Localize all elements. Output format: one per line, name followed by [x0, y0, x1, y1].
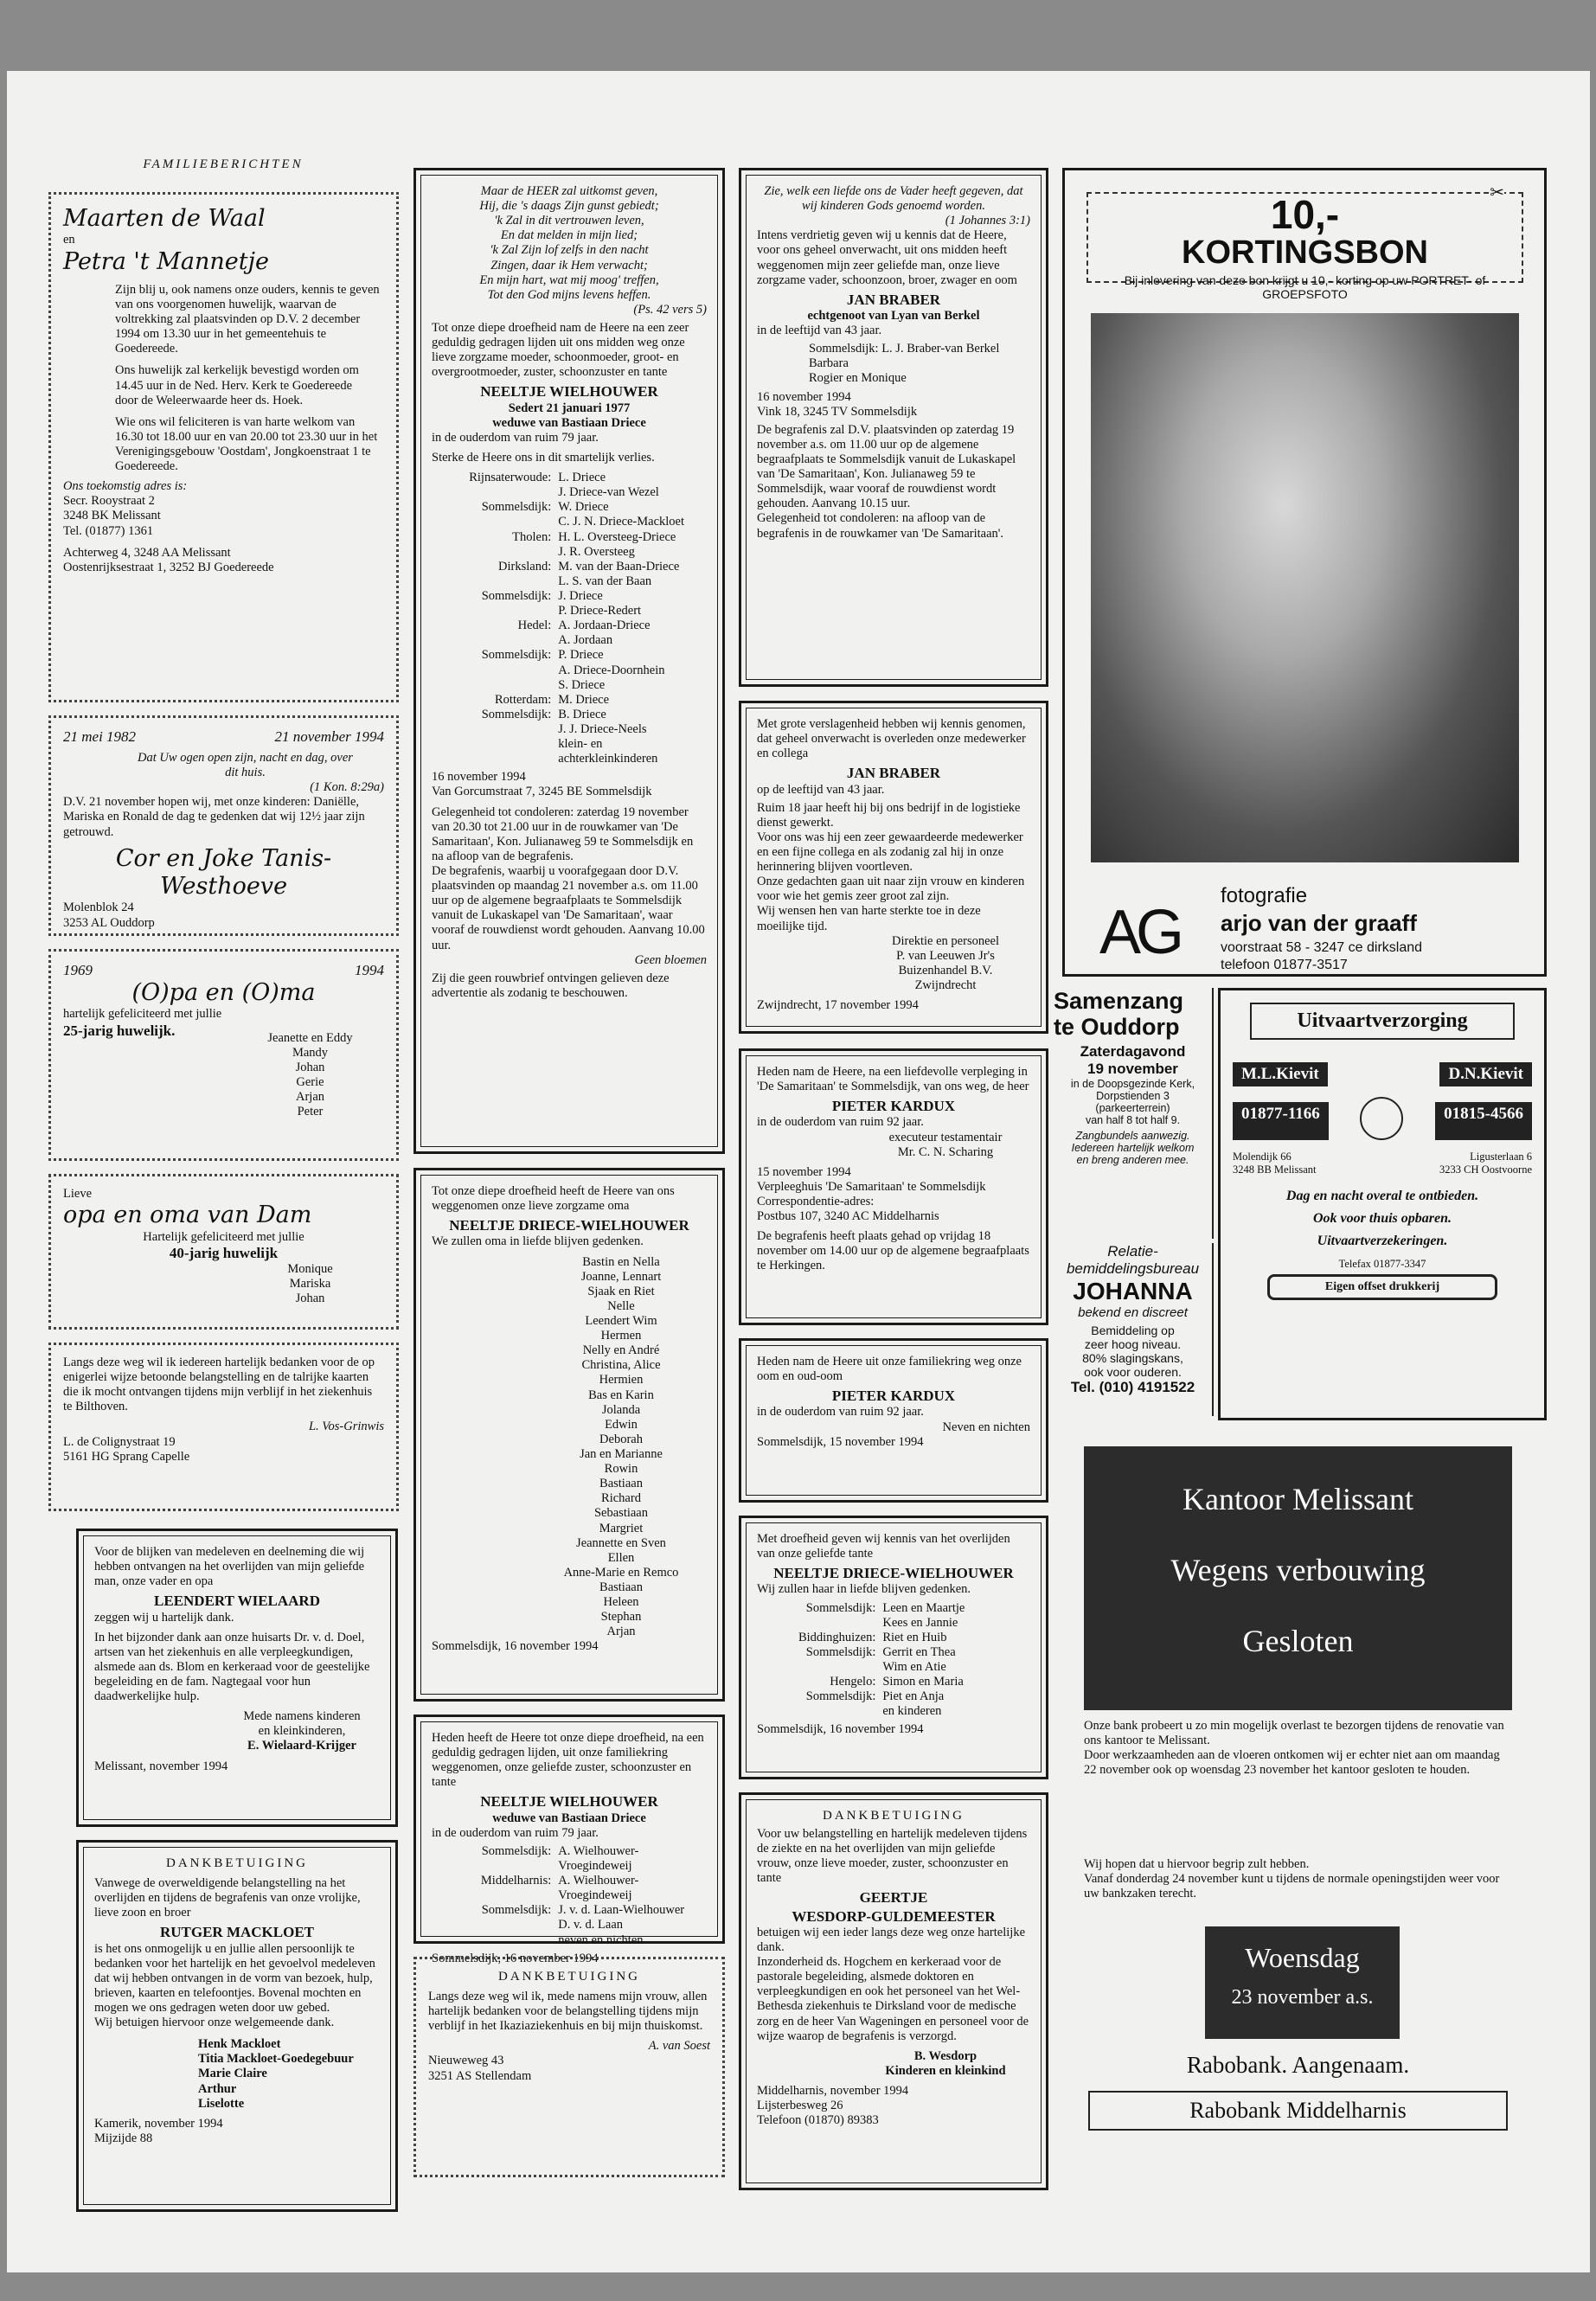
- wedding-church: Ons huwelijk zal kerkelijk bevestigd worden om 14.45 uur in de Ned. Herv. Kerk te Goedereede door de Weleerwaarde heer ds. Hoek.: [115, 363, 359, 407]
- bank-text-2: Wij hopen dat u hiervoor begrip zult hebben. Vanaf donderdag 24 november kunt u tijdens de normale openingstijden weer voor uw bankzaken terecht.: [1084, 1857, 1500, 1901]
- kids-names: Jeanette en Eddy Mandy Johan Gerie Arjan Peter: [267, 1030, 353, 1119]
- family-place: Tholen:: [512, 529, 552, 544]
- deceased-name: PIETER KARDUX: [831, 1388, 956, 1405]
- deceased-age: in de ouderdom van ruim 79 jaar.: [432, 1825, 599, 1840]
- deceased-name: JAN BRABER: [846, 291, 941, 308]
- ad-johanna: [1054, 1243, 1214, 1416]
- family-row: [757, 1675, 1030, 1689]
- photo-phone: telefoon 01877-3517: [1221, 958, 1348, 972]
- family-row: [432, 500, 707, 515]
- thanks-sign: B. Wesdorp Kinderen en kleinkind: [885, 2048, 1006, 2078]
- family-place: [432, 678, 558, 693]
- ad-wedding: [48, 192, 399, 702]
- ad-photographer: [1062, 168, 1547, 977]
- funeral-info: De begrafenis zal D.V. plaatsvinden op zaterdag 19 november a.s. om 11.00 uur op de algemene begraafplaats te Sommelsdijk vanuit de Lukaskapel van 'De Samaritaan', Kon. Julianaweg 59 te Sommelsdijk, waar vooraf de rouwdienst wordt gehouden. Aanvang 10.15 uur. Gelegenheid tot condoleren: na afloop van de begrafenis in de rouwkamer van 'De Samaritaan'.: [757, 422, 1016, 541]
- name-1: M.L.Kievit: [1233, 1062, 1328, 1086]
- anniv-text: hartelijk gefeliciteerd met jullie: [63, 1007, 222, 1022]
- family-member: A. Jordaan: [558, 633, 613, 648]
- deceased-age: in de ouderdom van ruim 79 jaar.: [432, 430, 599, 445]
- widow-of: weduwe van Bastiaan Driece: [492, 1811, 646, 1825]
- family-place: [432, 485, 558, 500]
- family-member: W. Driece: [558, 500, 609, 515]
- verse-ref: (1 Kon. 8:29a): [310, 780, 384, 795]
- wedding-reception: Wie ons wil feliciteren is van harte welkom van 16.30 tot 18.00 uur en van 20.00 tot 23.30 uur in het Verenigingsgebouw 'Oostdam', Jongkoenstraat 1 te Goedereede.: [115, 414, 378, 474]
- bible-verse: Zie, welk een liefde ons de Vader heeft gegeven, dat wij kinderen Gods genoemd worden.: [764, 184, 1023, 214]
- ad-death-kardux-family: [739, 1338, 1048, 1503]
- family-member: M. van der Baan-Driece: [558, 559, 680, 574]
- family-row: [432, 708, 707, 722]
- section-header: FAMILIEBERICHTEN: [143, 157, 304, 171]
- ad-thanks-soest: [413, 1957, 725, 2177]
- family-row: [432, 604, 707, 619]
- thanks-text: Voor de blijken van medeleven en deelneming die wij hebben ontvangen na het overlijden van mijn geliefde man, onze vader en opa: [94, 1545, 365, 1589]
- ad-death-driece-wielhouwer: [413, 1168, 725, 1702]
- coupon-text: Bij inlevering van deze bon krijgt u 10,- korting op uw PORTRET- of GROEPSFOTO: [1124, 273, 1486, 301]
- ad-death-kardux: [739, 1048, 1048, 1325]
- psalm-ref: (Ps. 42 vers 5): [633, 302, 707, 317]
- family-member: en kinderen: [882, 1704, 942, 1719]
- family-member: klein- en achterkleinkinderen: [558, 737, 658, 766]
- thanks-text-2: is het ons onmogelijk u en jullie allen persoonlijk te bedanken voor het hartelijk en het gevoelvol medeleven dat wij hebben ontvangen in de vorm van bezoek, hulp, brieven, kaarten en telefoontjes. Bovenal mochten en mogen we ons gedragen weten door uw gebed. Wij betuigen hiervoor onze welgemeende dank.: [94, 1941, 375, 2030]
- future-address-label: Ons toekomstig adres is:: [63, 479, 188, 494]
- family-place: Sommelsdijk:: [805, 1689, 876, 1704]
- death-text: Intens verdrietig geven wij u kennis dat de Heere, voor ons geheel onverwacht, uit ons midden heeft weggenomen mijn zeer geliefde man, onze lieve zorgzame vader, schoonzoon, broer, zwager en oom: [757, 228, 1017, 287]
- anniv-title: (O)pa en (O)ma: [131, 979, 316, 1007]
- family-member: H. L. Oversteeg-Driece: [558, 529, 676, 544]
- family-row: [757, 1631, 1030, 1645]
- thanks-place: Melissant, november 1994: [94, 1759, 228, 1773]
- ad-samenzang: [1054, 988, 1214, 1239]
- family-place: [432, 633, 558, 648]
- family-row: [757, 1601, 1030, 1616]
- date-start: 21 mei 1982: [63, 728, 137, 745]
- family-row: [432, 648, 707, 663]
- family-member: D. v. d. Laan: [558, 1918, 624, 1932]
- ad-thanks-guldemeester: [739, 1792, 1048, 2190]
- groom-name: Maarten de Waal: [63, 205, 266, 232]
- address-1: Molendijk 66 3248 BB Melissant: [1233, 1150, 1317, 1176]
- death-text-2: Sterke de Heere ons in dit smartelijk verlies.: [432, 451, 655, 465]
- family-list: [432, 471, 707, 766]
- thanks-text: Voor uw belangstelling en hartelijk medeleven tijdens de ziekte en na het overlijden van mijn geliefde vrouw, onze lieve moeder, zuster, schoonzuster en tante: [757, 1827, 1028, 1886]
- bank-slogan: Rabobank. Aangenaam.: [1186, 2052, 1410, 2078]
- verse-ref: (1 Johannes 3:1): [945, 214, 1030, 228]
- family-place: Hengelo:: [830, 1675, 876, 1689]
- family-place: [432, 1933, 558, 1948]
- johanna-text: bekend en discreet: [1078, 1305, 1188, 1320]
- widow-of: weduwe van Bastiaan Driece: [492, 415, 646, 430]
- bank-closure-date: [1205, 1926, 1400, 2039]
- date-end: 21 november 1994: [274, 728, 384, 745]
- anniv-bold: 40-jarig huwelijk: [169, 1244, 279, 1261]
- ad-death-wielhouwer-2: [413, 1715, 725, 1965]
- family-place: Sommelsdijk:: [481, 588, 552, 603]
- thanks-sign: Mede namens kinderen en kleinkinderen,: [243, 1709, 361, 1739]
- family-member: J. R. Oversteeg: [558, 544, 635, 559]
- samenzang-note: Zangbundels aanwezig. Iedereen hartelijk welkom en breng anderen mee.: [1071, 1130, 1195, 1166]
- death-text: Heden heeft de Heere tot onze diepe droefheid, na een geduldig gedragen lijden, uit onze familiekring weggenomen, onze geliefde zuster, schoonzuster en tante: [432, 1731, 704, 1790]
- executor: executeur testamentair Mr. C. N. Scharing: [888, 1130, 1003, 1159]
- death-text: Met grote verslagenheid hebben wij kennis genomen, dat geheel onverwacht is overleden onze medewerker en collega: [757, 717, 1026, 761]
- family-row: [432, 1933, 707, 1948]
- psalm-text: Maar de HEER zal uitkomst geven, Hij, die 's daags Zijn gunst gebiedt; 'k Zal in dit vertrouwen leven, En dat melden in mijn lied; 'k Zal Zijn lof zelfs in den nacht Zingen, daar ik Hem verwacht; En mijn hart, wat mij moog' treffen, Tot den God mijns levens heffen.: [479, 184, 659, 302]
- family-row: [432, 530, 707, 545]
- family-row: [432, 1918, 707, 1932]
- family-place: [432, 574, 558, 589]
- samenzang-title: Samenzang te Ouddorp: [1054, 988, 1184, 1040]
- family-place: Dirksland:: [498, 559, 552, 574]
- family-list: [757, 1601, 1030, 1720]
- bank-name-box: Rabobank Middelharnis: [1088, 2091, 1508, 2131]
- family-member: L. Driece: [558, 471, 606, 485]
- ad-thanks-grinwis: [48, 1343, 399, 1511]
- death-text: Tot onze diepe droefheid nam de Heere na een zeer geduldig gedragen lijden uit ons midden weg onze lieve zorgzame moeder, schoonmoeder, groot- en overgrootmoeder, zuster, schoonzuster en tante: [432, 320, 689, 380]
- photo-line1: fotografie: [1221, 884, 1308, 907]
- family-place: Sommelsdijk:: [805, 1644, 876, 1659]
- name-2: D.N.Kievit: [1439, 1062, 1532, 1086]
- emblem-icon: [1360, 1097, 1403, 1140]
- family-place: [432, 663, 558, 678]
- family-place: [757, 1704, 882, 1719]
- note-text: Zij die geen rouwbrief ontvingen gelieven deze advertentie als zodanig te beschouwen.: [432, 971, 670, 1000]
- family-member: P. Driece: [558, 648, 604, 663]
- family-row: [432, 678, 707, 693]
- death-text: Met droefheid geven wij kennis van het overlijden van onze geliefde tante: [757, 1532, 1010, 1561]
- family-names: Henk Mackloet Titia Mackloet-Goedegebuur Marie Claire Arthur Liselotte: [198, 2037, 354, 2111]
- johanna-phone: Tel. (010) 4191522: [1070, 1379, 1195, 1395]
- future-address: Secr. Rooystraat 2 3248 BK Melissant Tel. (01877) 1361: [63, 494, 161, 538]
- anniv-title: opa en oma van Dam: [63, 1202, 312, 1229]
- spouse-of: echtgenoot van Lyan van Berkel: [807, 309, 980, 324]
- family-place: Biddinghuizen:: [798, 1630, 876, 1644]
- family-row: [432, 471, 707, 485]
- funeral-info: De begrafenis heeft plaats gehad op vrijdag 18 november om 14.00 uur op de algemene begraafplaats te Herkingen.: [757, 1229, 1029, 1273]
- thanks-text: Langs deze weg wil ik, mede namens mijn vrouw, allen hartelijk bedanken voor de belangstelling tijdens mijn verblijf in het Ikaziaziekenhuis en bij mijn thuiskomst.: [428, 1990, 708, 2034]
- widow-since: Sedert 21 januari 1977: [508, 401, 631, 415]
- death-text-2: Wij zullen haar in liefde blijven gedenken.: [757, 1582, 971, 1597]
- coupon: [1086, 183, 1523, 301]
- wedding-text: Zijn blij u, ook namens onze ouders, kennis te geven van ons voorgenomen huwelijk, waarvan de voltrekking zal plaatsvinden op D.V. 2 december 1994 om 13.30 uur in het gemeentehuis te Goedereede.: [115, 282, 380, 356]
- photo-logo: AG: [1099, 898, 1180, 967]
- family-place: Sommelsdijk:: [481, 648, 552, 663]
- slogan-2: Ook voor thuis opbaren.: [1312, 1211, 1452, 1226]
- death-date: 16 november 1994 Vink 18, 3245 TV Sommelsdijk: [757, 389, 918, 419]
- johanna-sub: Relatie- bemiddelingsbureau: [1066, 1243, 1200, 1277]
- family-place: [432, 545, 558, 560]
- family-place: [757, 1616, 882, 1631]
- family-row: [432, 515, 707, 529]
- couple-address: Molenblok 24 3253 AL Ouddorp: [63, 901, 155, 930]
- sign-company: Direktie en personeel P. van Leeuwen Jr's Buizenhandel B.V. Zwijndrecht: [891, 933, 999, 992]
- family-member: Piet en Anja: [882, 1689, 945, 1704]
- family-member: M. Driece: [558, 692, 610, 707]
- death-text-2: We zullen oma in liefde blijven gedenken.: [432, 1234, 644, 1249]
- family-place: [432, 515, 558, 529]
- kids-names: Monique Mariska Johan: [287, 1261, 333, 1305]
- death-place: Zwijndrecht, 17 november 1994: [757, 998, 919, 1013]
- ad-thanks-mackloet: [76, 1840, 398, 2212]
- family-row: [757, 1704, 1030, 1719]
- family-member: neven en nichten: [558, 1932, 644, 1947]
- family-row: [757, 1660, 1030, 1675]
- family-member: Leen en Maartje: [882, 1600, 965, 1615]
- family-place: Rijnsaterwoude:: [469, 471, 552, 485]
- family-row: [432, 722, 707, 737]
- scissors-icon: ✂: [1490, 183, 1504, 202]
- family-member: A. Driece-Doornhein: [558, 663, 665, 677]
- family-row: [432, 560, 707, 574]
- family-member: L. S. van der Baan: [558, 574, 652, 588]
- family-list: [432, 1844, 707, 1948]
- family-member: S. Driece: [558, 677, 606, 692]
- family-row: [432, 545, 707, 560]
- family-member: C. J. N. Driece-Mackloet: [558, 515, 685, 529]
- no-flowers: Geen bloemen: [634, 952, 707, 967]
- newspaper-page: [7, 71, 1590, 2272]
- thanks-sign: L. Vos-Grinwis: [308, 1420, 384, 1434]
- ad-death-braber: [739, 168, 1048, 687]
- death-text: Tot onze diepe droefheid heeft de Heere van ons weggenomen onze lieve zorgzame oma: [432, 1184, 675, 1214]
- death-text-2: Ruim 18 jaar heeft hij bij ons bedrijf in de logistieke dienst gewerkt. Voor ons was hij een zeer gewaardeerde medewerker en een fijne collega en als zodanig zal hij in onze herinnering blijven voortleven. Onze gedachten gaan uit naar zijn vrouw en kinderen voor wie het gemis zeer groot zal zijn. Wij wensen hen van harte sterkte toe in deze moeilijke tijd.: [757, 800, 1025, 933]
- funeral-info: Gelegenheid tot condoleren: zaterdag 19 november van 20.30 tot 21.00 uur in de rouwkamer van 'De Samaritaan', Kon. Julianaweg 59 te Sommelsdijk en na afloop van de begrafenis. De begrafenis, waarbij u voorafgegaan door D.V. plaatsvinden op maandag 21 november a.s. om 11.00 uur op de algemene begraafplaats te Sommelsdijk vanuit de Lukaskapel van 'De Samaritaan', waar vooraf de rouwdienst wordt gehouden. Aanvang 10.00 uur.: [432, 804, 705, 952]
- family-place: [432, 722, 558, 737]
- family-row: [432, 633, 707, 648]
- deceased-name: JAN BRABER: [846, 765, 941, 782]
- bride-name: Petra 't Mannetje: [63, 247, 269, 275]
- death-text: Heden nam de Heere uit onze familiekring weg onze oom en oud-oom: [757, 1355, 1022, 1384]
- family-row: [432, 663, 707, 678]
- deceased-age: in de ouderdom van ruim 92 jaar.: [757, 1115, 924, 1130]
- telefax: Telefax 01877-3347: [1338, 1258, 1426, 1270]
- samenzang-date: Zaterdagavond 19 november: [1080, 1043, 1186, 1077]
- family-member: A. Wielhouwer-Vroegindeweij: [558, 1874, 639, 1903]
- family-member: J. Driece-van Wezel: [558, 485, 659, 500]
- family-member: Simon en Maria: [882, 1675, 964, 1689]
- family-member: Wim en Atie: [882, 1660, 946, 1675]
- family-member: A. Wielhouwer-Vroegindeweij: [558, 1843, 639, 1874]
- ad-uitvaart: [1218, 988, 1547, 1420]
- family-member: J. Driece: [558, 588, 603, 603]
- thanks-sign: A. van Soest: [648, 2039, 710, 2054]
- bank-text: Onze bank probeert u zo min mogelijk overlast te bezorgen tijdens de renovatie van ons kantoor te Melissant. Door werkzaamheden aan de vloeren ontkomen wij er echter niet aan om maandag 22 november ook op woensdag 23 november het kantoor gesloten te houden.: [1084, 1719, 1504, 1778]
- bible-verse: Dat Uw ogen open zijn, nacht en dag, over dit huis.: [138, 751, 353, 780]
- family-place: [432, 737, 558, 766]
- thanks-sign-name: E. Wielaard-Krijger: [247, 1739, 356, 1753]
- death-place: Sommelsdijk, 16 november 1994: [432, 1639, 599, 1654]
- family-place: Hedel:: [517, 619, 552, 633]
- death-place: Sommelsdijk, 16 november 1994: [757, 1722, 924, 1737]
- family-row: [757, 1645, 1030, 1660]
- thanks-place: Kamerik, november 1994 Mijzijde 88: [94, 2116, 223, 2145]
- thanks-title: DANKBETUIGING: [498, 1970, 640, 1984]
- ad-anniversary-40: [48, 1174, 399, 1330]
- anniv-text: Hartelijk gefeliciteerd met jullie: [143, 1229, 304, 1244]
- family-row: [432, 574, 707, 589]
- family-row: [432, 589, 707, 604]
- thanks-text-3: In het bijzonder dank aan onze huisarts Dr. v. d. Doel, artsen van het ziekenhuis en alle verpleegkundigen, alsmede aan ds. Blom en kerkeraad voor de geestelijke begeleiding en de fam. Nagtegaal voor hun daadwerkelijke hulp.: [94, 1630, 370, 1704]
- family-place: [432, 1918, 558, 1932]
- family-names: Bastin en Nella Joanne, Lennart Sjaak en Riet Nelle Leendert Wim Hermen Nelly en André Christina, Alice Hermien Bas en Karin Jolanda Edwin Deborah Jan en Marianne Rowin Bastiaan Richard Sebastiaan Margriet Jeannette en Sven Ellen Anne-Marie en Remco Bastiaan Heleen Stephan Arjan: [563, 1254, 679, 1639]
- photo-address: voorstraat 58 - 3247 ce dirksland: [1221, 940, 1423, 955]
- deceased-age: in de leeftijd van 43 jaar.: [757, 324, 882, 338]
- photographer-name: arjo van der graaff: [1221, 910, 1417, 936]
- thanks-text-2: betuigen wij een ieder langs deze weg onze hartelijke dank. Inzonderheid ds. Hogchem en kerkeraad voor de pastorale begeleiding, alsmede doktoren en verpleegkundigen en ook het personeel van het Wel-Bethesda ziekenhuis te Dirksland voor de medische zorg en de heer Van Wageningen en personeel voor de wijze waarop de begrafenis is verzorgd.: [757, 1925, 1029, 2043]
- thanks-title: DANKBETUIGING: [823, 1809, 965, 1823]
- year-end: 1994: [355, 962, 384, 978]
- bank-closed: Gesloten: [1242, 1624, 1354, 1658]
- family-place: Sommelsdijk:: [481, 1843, 552, 1858]
- lieve-text: Lieve: [63, 1187, 93, 1201]
- correspondence: 15 november 1994 Verpleeghuis 'De Samaritaan' te Sommelsdijk Correspondentie-adres: Postbus 107, 3240 AC Middelharnis: [757, 1164, 986, 1224]
- family-names: Sommelsdijk: L. J. Braber-van Berkel Barbara Rogier en Monique: [809, 342, 1000, 386]
- deceased-age: op de leeftijd van 43 jaar.: [757, 782, 885, 797]
- johanna-name: JOHANNA: [1073, 1278, 1193, 1304]
- ad-anniversary-25: [48, 949, 399, 1161]
- family-row: [432, 485, 707, 500]
- deceased-name: NEELTJE DRIECE-WIELHOUWER: [449, 1217, 689, 1234]
- thanks-address: Nieuweweg 43 3251 AS Stellendam: [428, 2054, 532, 2083]
- family-place: [757, 1660, 882, 1675]
- family-place: Rotterdam:: [495, 692, 552, 707]
- family-row: [432, 693, 707, 708]
- thanks-text: Langs deze weg wil ik iedereen hartelijk bedanken voor de op enigerlei wijze betoonde belangstelling en de talrijke kaarten die ik mocht ontvangen tijdens mijn verblijf in het ziekenhuis te Bilthoven.: [63, 1356, 375, 1414]
- family-member: J. v. d. Laan-Wielhouwer: [558, 1903, 685, 1918]
- deceased-name: PIETER KARDUX: [831, 1098, 956, 1115]
- print-box: Eigen offset drukkerij: [1267, 1274, 1497, 1300]
- phone-1: 01877-1166: [1233, 1102, 1329, 1140]
- thanks-text-2: zeggen wij u hartelijk dank.: [94, 1610, 234, 1625]
- couple-name: Cor en Joke Tanis-Westhoeve: [115, 844, 332, 901]
- family-row: [432, 1844, 707, 1874]
- uitvaart-title: Uitvaartverzorging: [1250, 1003, 1515, 1040]
- address-2: Ligusterlaan 6 3233 CH Oostvoorne: [1439, 1150, 1532, 1176]
- deceased-name: LEENDERT WIELAARD: [154, 1593, 320, 1610]
- family-member: Kees en Jannie: [882, 1615, 958, 1630]
- family-place: Sommelsdijk:: [481, 1903, 552, 1918]
- thanks-text: Vanwege de overweldigende belangstelling na het overlijden en tijdens de begrafenis van onze vrolijke, lieve zoon en broer: [94, 1876, 361, 1920]
- family-place: Sommelsdijk:: [481, 707, 552, 721]
- family-member: A. Jordaan-Driece: [558, 619, 651, 633]
- deceased-age: in de ouderdom van ruim 92 jaar.: [757, 1405, 924, 1420]
- samenzang-location: in de Doopsgezinde Kerk, Dorpstienden 3 (parkeerterrein) van half 8 tot half 9.: [1070, 1078, 1195, 1126]
- deceased-name: NEELTJE WIELHOUWER: [480, 383, 658, 401]
- anniv-bold: 25-jarig huwelijk.: [63, 1022, 176, 1039]
- phone-2: 01815-4566: [1435, 1102, 1532, 1140]
- closure-day: Woensdag: [1245, 1942, 1360, 1973]
- deceased-name: RUTGER MACKLOET: [159, 1924, 315, 1941]
- ad-thanks-wielaard: [76, 1529, 398, 1827]
- ad-death-driece-wielhouwer-2: [739, 1516, 1048, 1779]
- family-row: [432, 619, 707, 633]
- coupon-title: KORTINGSBON: [1182, 234, 1428, 271]
- family-place: Middelharnis:: [480, 1874, 552, 1888]
- ad-anniversary-12: [48, 715, 399, 936]
- family-row: [432, 1903, 707, 1918]
- family-row: [432, 737, 707, 766]
- deceased-name: NEELTJE DRIECE-WIELHOUWER: [773, 1565, 1014, 1582]
- bank-notice-banner: [1084, 1446, 1512, 1710]
- bank-title: Kantoor Melissant: [1183, 1482, 1413, 1516]
- family-member: Gerrit en Thea: [882, 1644, 956, 1659]
- death-place: Sommelsdijk, 16 november 1994: [432, 1951, 599, 1965]
- bank-reason: Wegens verbouwing: [1170, 1553, 1426, 1587]
- baby-photo: [1091, 313, 1519, 862]
- death-text: Heden nam de Heere, na een liefdevolle verpleging in 'De Samaritaan' te Sommelsdijk, van ons weg, de heer: [757, 1065, 1029, 1094]
- family-place: Sommelsdijk:: [481, 500, 552, 515]
- closure-date: 23 november a.s.: [1231, 1986, 1374, 2009]
- family-member: P. Driece-Redert: [558, 604, 642, 619]
- johanna-text-2: Bemiddeling op zeer hoog niveau. 80% slagingskans, ook voor ouderen.: [1082, 1324, 1183, 1379]
- slogan-1: Dag en nacht overal te ontbieden.: [1285, 1189, 1479, 1203]
- coupon-price: 10,-: [1270, 192, 1340, 237]
- sign: Neven en nichten: [942, 1420, 1030, 1434]
- deceased-name: GEERTJE WESDORP-GULDEMEESTER: [792, 1889, 996, 1925]
- thanks-address: L. de Colignystraat 19 5161 HG Sprang Capelle: [63, 1434, 190, 1464]
- year-start: 1969: [63, 962, 93, 978]
- death-date: 16 november 1994 Van Gorcumstraat 7, 3245 BE Sommelsdijk: [432, 770, 652, 799]
- family-row: [432, 1874, 707, 1903]
- slogan-3: Uitvaartverzekeringen.: [1317, 1234, 1448, 1248]
- family-place: Sommelsdijk:: [805, 1600, 876, 1615]
- parents-address: Achterweg 4, 3248 AA Melissant Oostenrijksestraat 1, 3252 BJ Goedereede: [63, 545, 274, 574]
- deceased-name: NEELTJE WIELHOUWER: [480, 1793, 658, 1811]
- anniv-text: D.V. 21 november hopen wij, met onze kinderen: Daniëlle, Mariska en Ronald de dag te gedenken dat wij 12½ jaar zijn getrouwd.: [63, 795, 365, 839]
- thanks-title: DANKBETUIGING: [166, 1856, 308, 1870]
- and-text: en: [63, 233, 75, 247]
- family-member: Riet en Huib: [882, 1630, 947, 1644]
- family-place: [432, 604, 558, 619]
- death-place: Sommelsdijk, 15 november 1994: [757, 1434, 924, 1449]
- family-row: [757, 1616, 1030, 1631]
- thanks-address: Middelharnis, november 1994 Lijsterbesweg 26 Telefoon (01870) 89383: [757, 2084, 909, 2128]
- ad-death-braber-employer: [739, 701, 1048, 1034]
- family-member: B. Driece: [558, 707, 606, 721]
- ad-death-wielhouwer: [413, 168, 725, 1154]
- family-row: [757, 1689, 1030, 1704]
- family-member: J. J. Driece-Neels: [558, 721, 647, 736]
